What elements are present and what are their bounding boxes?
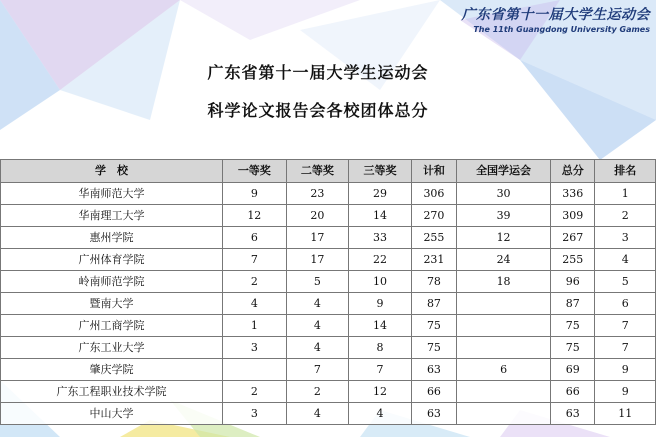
cell-rank: 4 (595, 249, 656, 271)
cell-school: 岭南师范学院 (1, 271, 223, 293)
cell-subtotal: 87 (411, 293, 456, 315)
cell-second-prize: 17 (286, 227, 349, 249)
cell-subtotal: 63 (411, 359, 456, 381)
cell-subtotal: 75 (411, 315, 456, 337)
table-row (1, 227, 656, 249)
cell-national-games: 18 (457, 271, 551, 293)
cell-school: 广州体育学院 (1, 249, 223, 271)
cell-second-prize: 7 (286, 359, 349, 381)
cell-subtotal: 63 (411, 403, 456, 425)
cell-national-games (457, 337, 551, 359)
table-row (1, 271, 656, 293)
cell-third-prize: 4 (349, 403, 412, 425)
cell-total: 75 (551, 337, 595, 359)
cell-first-prize: 2 (223, 271, 287, 293)
logo-chinese-text: 广东省第十一届大学生运动会 (461, 7, 650, 23)
page-title: 广东省第十一届大学生运动会 (207, 63, 429, 82)
cell-third-prize: 9 (349, 293, 412, 315)
cell-subtotal: 255 (411, 227, 456, 249)
cell-second-prize: 4 (286, 337, 349, 359)
cell-third-prize: 12 (349, 381, 412, 403)
cell-school: 华南理工大学 (1, 205, 223, 227)
cell-total: 255 (551, 249, 595, 271)
cell-third-prize: 22 (349, 249, 412, 271)
cell-school: 惠州学院 (1, 227, 223, 249)
header-total: 总分 (551, 160, 595, 183)
cell-national-games (457, 293, 551, 315)
cell-total: 75 (551, 315, 595, 337)
cell-third-prize: 29 (349, 183, 412, 205)
cell-school: 广东工程职业技术学院 (1, 381, 223, 403)
cell-third-prize: 33 (349, 227, 412, 249)
cell-second-prize: 23 (286, 183, 349, 205)
cell-first-prize (223, 359, 287, 381)
header-second-prize: 二等奖 (286, 160, 349, 183)
table-row (1, 249, 656, 271)
cell-rank: 9 (595, 381, 656, 403)
header-rank: 排名 (595, 160, 656, 183)
cell-rank: 7 (595, 315, 656, 337)
header-national-games: 全国学运会 (457, 160, 551, 183)
table-row (1, 337, 656, 359)
cell-first-prize: 1 (223, 315, 287, 337)
table-row (1, 359, 656, 381)
cell-national-games: 39 (457, 205, 551, 227)
cell-national-games: 12 (457, 227, 551, 249)
header-subtotal: 计和 (411, 160, 456, 183)
cell-subtotal: 75 (411, 337, 456, 359)
cell-first-prize: 7 (223, 249, 287, 271)
cell-school: 肇庆学院 (1, 359, 223, 381)
cell-subtotal: 78 (411, 271, 456, 293)
cell-first-prize: 4 (223, 293, 287, 315)
cell-second-prize: 4 (286, 293, 349, 315)
cell-total: 96 (551, 271, 595, 293)
cell-second-prize: 17 (286, 249, 349, 271)
cell-school: 华南师范大学 (1, 183, 223, 205)
table-header-row (1, 160, 656, 183)
header-first-prize: 一等奖 (223, 160, 287, 183)
cell-school: 广州工商学院 (1, 315, 223, 337)
cell-third-prize: 8 (349, 337, 412, 359)
games-logo (462, 4, 651, 34)
cell-rank: 6 (595, 293, 656, 315)
cell-third-prize: 14 (349, 315, 412, 337)
cell-subtotal: 306 (411, 183, 456, 205)
cell-first-prize: 3 (223, 403, 287, 425)
cell-first-prize: 12 (223, 205, 287, 227)
cell-second-prize: 20 (286, 205, 349, 227)
logo-english-text: The 11th Guangdong University Games (473, 25, 650, 34)
cell-rank: 5 (595, 271, 656, 293)
cell-first-prize: 6 (223, 227, 287, 249)
cell-total: 309 (551, 205, 595, 227)
cell-total: 87 (551, 293, 595, 315)
cell-national-games: 6 (457, 359, 551, 381)
cell-subtotal: 66 (411, 381, 456, 403)
table-row (1, 293, 656, 315)
cell-rank: 3 (595, 227, 656, 249)
cell-school: 中山大学 (1, 403, 223, 425)
cell-first-prize: 9 (223, 183, 287, 205)
cell-total: 66 (551, 381, 595, 403)
cell-first-prize: 2 (223, 381, 287, 403)
cell-subtotal: 231 (411, 249, 456, 271)
cell-second-prize: 5 (286, 271, 349, 293)
cell-rank: 9 (595, 359, 656, 381)
header-school: 学 校 (1, 160, 223, 183)
cell-rank: 1 (595, 183, 656, 205)
table-row (1, 315, 656, 337)
cell-total: 63 (551, 403, 595, 425)
table-row (1, 183, 656, 205)
cell-rank: 11 (595, 403, 656, 425)
header-third-prize: 三等奖 (349, 160, 412, 183)
cell-first-prize: 3 (223, 337, 287, 359)
cell-national-games (457, 381, 551, 403)
cell-national-games (457, 403, 551, 425)
cell-third-prize: 7 (349, 359, 412, 381)
cell-school: 暨南大学 (1, 293, 223, 315)
cell-total: 69 (551, 359, 595, 381)
page-subtitle: 科学论文报告会各校团体总分 (207, 101, 429, 120)
cell-subtotal: 270 (411, 205, 456, 227)
cell-national-games: 24 (457, 249, 551, 271)
cell-second-prize: 2 (286, 381, 349, 403)
table-row (1, 403, 656, 425)
cell-rank: 7 (595, 337, 656, 359)
cell-second-prize: 4 (286, 315, 349, 337)
cell-second-prize: 4 (286, 403, 349, 425)
cell-third-prize: 14 (349, 205, 412, 227)
team-score-table (0, 159, 656, 425)
cell-national-games (457, 315, 551, 337)
cell-national-games: 30 (457, 183, 551, 205)
cell-rank: 2 (595, 205, 656, 227)
cell-school: 广东工业大学 (1, 337, 223, 359)
cell-third-prize: 10 (349, 271, 412, 293)
cell-total: 267 (551, 227, 595, 249)
table-row (1, 205, 656, 227)
cell-total: 336 (551, 183, 595, 205)
table-row (1, 381, 656, 403)
